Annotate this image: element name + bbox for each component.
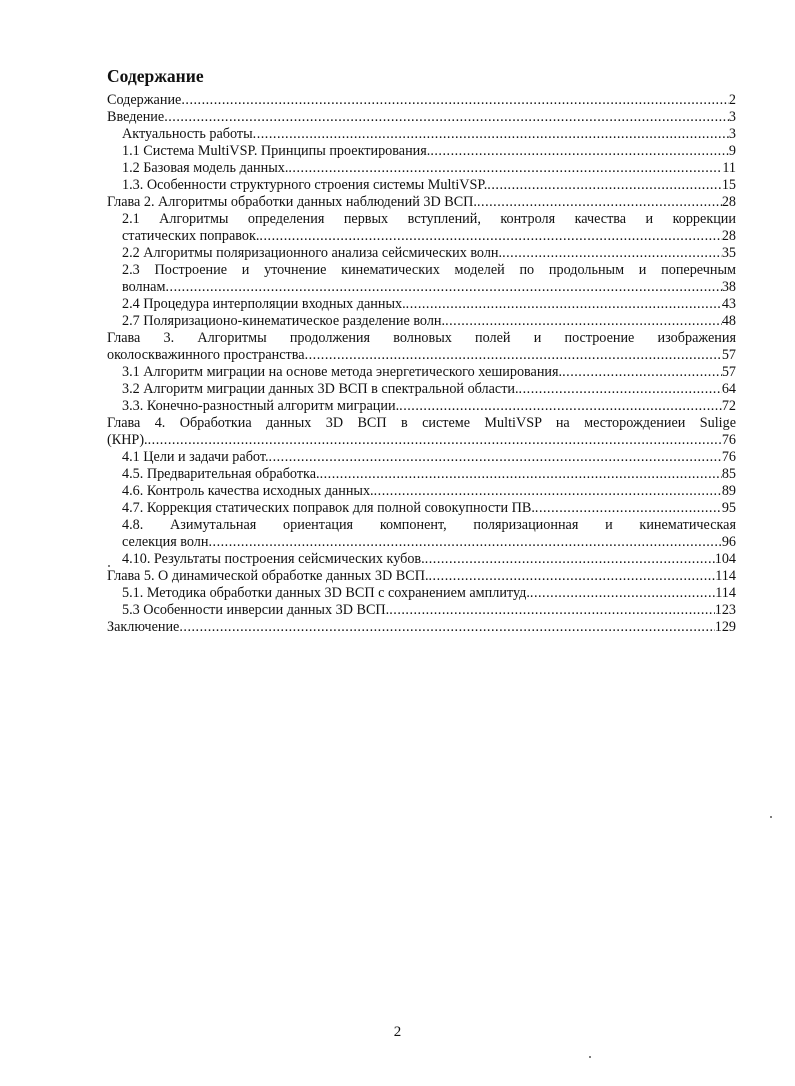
dot-leader [179,619,714,636]
toc-entry[interactable] [107,449,736,466]
toc-entry-title: селекция волн [122,534,209,550]
dot-leader [562,364,722,381]
toc-entry-page: 57 [721,364,736,380]
toc-entry-line [122,160,736,177]
toc-entry[interactable] [107,177,736,194]
toc-entry-title: околоскважинного пространства [107,347,305,363]
toc-entry-title-line: Глава 4. Обработкиа данных 3D ВСП в системе MultiVSP на месторождениеи Sulige [107,415,736,431]
toc-entry-page: 95 [721,500,736,516]
toc-entry-line [122,398,736,415]
dot-leader [535,500,722,517]
toc-entry-line [122,483,736,500]
toc-entry-line [122,296,736,313]
toc-entry-line [122,177,736,194]
toc-entry-line [122,500,736,517]
toc-entry[interactable] [107,466,736,483]
toc-entry[interactable] [107,296,736,313]
toc-entry-title: 4.7. Коррекция статических поправок для полной совокупности ПВ. [122,500,535,516]
dot-leader [477,194,722,211]
toc-entry-line [122,602,736,619]
toc-entry[interactable] [107,619,736,636]
toc-entry-title: Глава 2. Алгоритмы обработки данных наблюдений 3D ВСП. [107,194,477,210]
toc-entry[interactable] [107,364,736,381]
dot-leader [374,483,722,500]
toc-entry-line [122,364,736,381]
toc-entry-line [122,279,736,296]
toc-entry-page: 96 [721,534,736,550]
toc-entry-page: 48 [721,313,736,329]
toc-entry[interactable] [107,585,736,602]
toc-entry-title: 3.1 Алгоритм миграции на основе метода энергетического хеширования. [122,364,563,380]
toc-entry-page: 9 [728,143,736,159]
scan-speck [770,816,772,818]
toc-entry-title: 4.1 Цели и задачи работ. [122,449,269,465]
toc-entry-title: 2.2 Алгоритмы поляризационного анализа сейсмических волн. [122,245,503,261]
dot-leader [269,449,722,466]
toc-entry[interactable] [107,194,736,211]
toc-entry-line [122,466,736,483]
toc-entry-page: 129 [714,619,736,635]
toc-entry-page: 3 [728,109,736,125]
dot-leader [288,160,722,177]
toc-entry-title: 5.3 Особенности инверсии данных 3D ВСП. [122,602,390,618]
toc-entry-title-line: 2.3 Построение и уточнение кинематических моделей по продольным и поперечным [122,262,736,278]
dot-leader [389,602,715,619]
toc-entry-page: 43 [721,296,736,312]
dot-leader [530,585,715,602]
dot-leader [253,126,729,143]
toc-entry-page: 38 [721,279,736,295]
toc-entry-page: 89 [721,483,736,499]
toc-entry-page: 11 [722,160,736,176]
toc-entry-page: 123 [714,602,736,618]
toc-entry-line [122,126,736,143]
toc-entry[interactable] [107,483,736,500]
dot-leader [519,381,722,398]
toc-entry-line [107,347,736,364]
toc-entry-line [122,585,736,602]
dot-leader [259,228,721,245]
table-of-contents [107,92,736,636]
toc-entry-page: 15 [721,177,736,193]
toc-heading: Содержание [107,66,204,86]
toc-entry-title: 2.7 Поляризационо-кинематическое разделение волн. [122,313,446,329]
toc-entry[interactable] [107,245,736,262]
toc-entry-page: 3 [728,126,736,142]
toc-entry-title: Глава 5. О динамической обработке данных 3D ВСП. [107,568,429,584]
toc-entry-title: 3.2 Алгоритм миграции данных 3D ВСП в спектральной области. [122,381,519,397]
toc-entry-line [122,245,736,262]
scan-speck [108,565,110,567]
toc-entry-title-line: 4.8. Азимутальная ориентация компонент, поляризационная и кинематическая [122,517,736,533]
toc-entry[interactable] [107,109,736,126]
toc-entry-page: 85 [721,466,736,482]
toc-entry-line [107,194,736,211]
toc-entry-title: Актуальность работы [122,126,253,142]
dot-leader [208,534,721,551]
dot-leader [181,92,729,109]
toc-entry[interactable] [107,313,736,330]
toc-entry-line [122,143,736,160]
toc-entry-title: (КНР). [107,432,148,448]
dot-leader [425,551,715,568]
toc-entry-line [107,92,736,109]
toc-entry-page: 28 [721,228,736,244]
toc-entry-page: 64 [721,381,736,397]
toc-entry-page: 114 [715,585,736,601]
toc-entry-title-line: Глава 3. Алгоритмы продолжения волновых полей и построение изображения [107,330,736,346]
toc-entry-title: 1.1 Система MultiVSP. Принципы проектирования. [122,143,431,159]
toc-entry[interactable] [107,262,736,296]
toc-entry-line [122,534,736,551]
toc-entry-line [122,228,736,245]
toc-entry[interactable] [107,398,736,415]
page-number: 2 [393,1024,402,1040]
dot-leader [487,177,722,194]
toc-entry[interactable] [107,517,736,551]
toc-entry-title: 5.1. Методика обработки данных 3D ВСП с сохранением амплитуд. [122,585,530,601]
toc-entry[interactable] [107,126,736,143]
toc-entry-page: 76 [721,432,736,448]
toc-entry-title: 4.10. Результаты построения сейсмических кубов. [122,551,425,567]
toc-entry-page: 2 [728,92,736,108]
toc-entry-line [107,109,736,126]
toc-entry-title: 4.5. Предварительная обработка. [122,466,320,482]
toc-entry-title: 4.6. Контроль качества исходных данных. [122,483,374,499]
toc-entry-page: 57 [721,347,736,363]
toc-entry-line [122,313,736,330]
toc-entry[interactable] [107,381,736,398]
toc-entry-line [122,381,736,398]
toc-entry[interactable] [107,415,736,449]
dot-leader [430,143,729,160]
dot-leader [399,398,722,415]
toc-entry-page: 28 [721,194,736,210]
toc-entry[interactable] [107,92,736,109]
toc-entry-line [107,619,736,636]
dot-leader [429,568,716,585]
toc-entry[interactable] [107,568,736,585]
toc-entry[interactable] [107,211,736,245]
toc-entry-title: 3.3. Конечно-разностный алгоритм миграции. [122,398,400,414]
dot-leader [445,313,722,330]
dot-leader [320,466,722,483]
dot-leader [502,245,722,262]
toc-entry[interactable] [107,500,736,517]
toc-entry-line [122,449,736,466]
toc-entry[interactable] [107,551,736,568]
toc-entry-title: статических поправок. [122,228,260,244]
toc-entry-page: 72 [721,398,736,414]
toc-entry-title: Заключение [107,619,180,635]
dot-leader [164,109,729,126]
toc-entry-title: Введение [107,109,165,125]
dot-leader [165,279,721,296]
dot-leader [148,432,722,449]
toc-entry-line [107,568,736,585]
toc-entry[interactable] [107,143,736,160]
toc-entry-title: 2.4 Процедура интерполяции входных данных. [122,296,406,312]
dot-leader [305,347,722,364]
toc-entry[interactable] [107,330,736,364]
toc-entry-title: 1.2 Базовая модель данных. [122,160,289,176]
toc-entry-page: 76 [721,449,736,465]
dot-leader [406,296,722,313]
toc-entry-title-line: 2.1 Алгоритмы определения первых вступлений, контроля качества и коррекции [122,211,736,227]
toc-entry[interactable] [107,602,736,619]
scan-speck [589,1056,591,1058]
toc-entry-line [122,551,736,568]
toc-entry-page: 114 [715,568,736,584]
toc-entry-title: волнам [122,279,166,295]
toc-entry-line [107,432,736,449]
toc-entry-page: 35 [721,245,736,261]
toc-entry-page: 104 [714,551,736,567]
toc-entry-title: 1.3. Особенности структурного строения системы MultiVSP. [122,177,488,193]
toc-entry[interactable] [107,160,736,177]
toc-entry-title: Содержание [107,92,182,108]
